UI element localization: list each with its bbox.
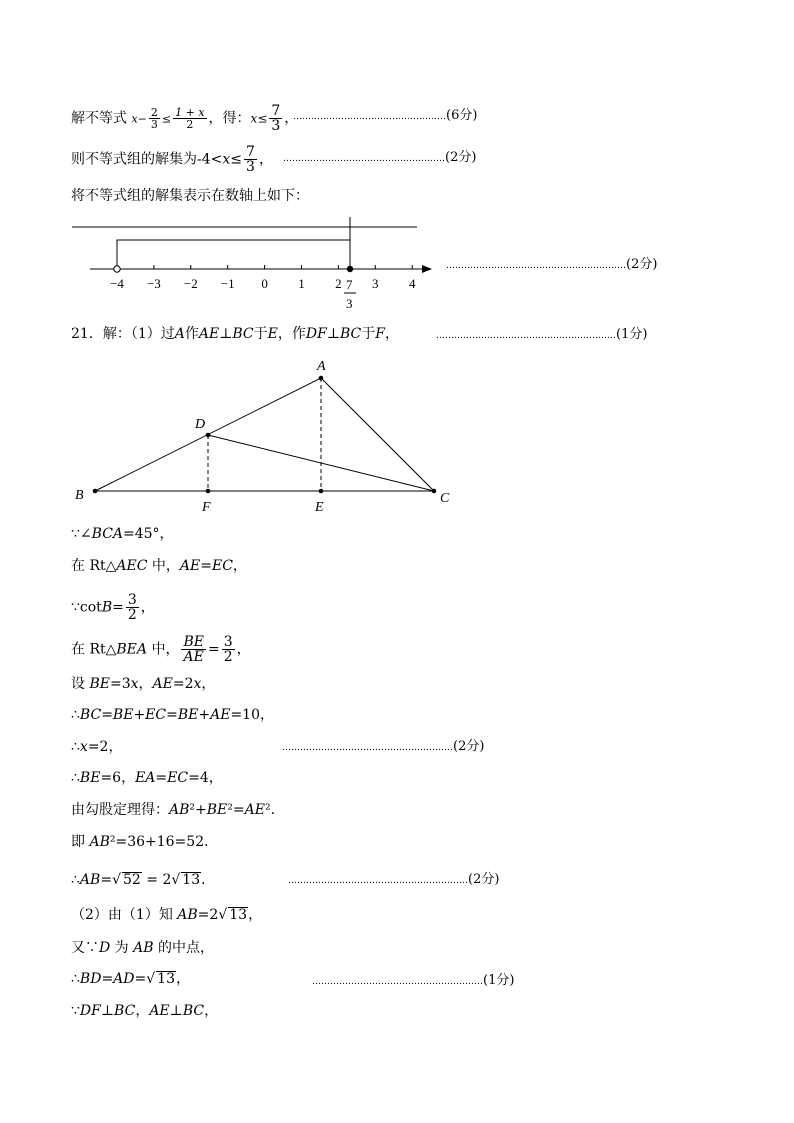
var: E [267,326,278,342]
score: (6分) [446,108,478,123]
text: ，作 [277,326,306,342]
text: 则不等式组的解集为-4< [71,151,223,168]
var: A [174,326,185,342]
dots: ………………………………………………… [282,743,453,753]
fraction [244,145,257,174]
text: 于 [361,326,376,342]
triangle-figure [70,350,470,520]
text: ， [284,110,299,127]
var: F [375,326,385,342]
var: AE [198,326,220,342]
tick-label: 4 [408,276,416,291]
fraction: $\frac{BE}{AE}$ [183,634,204,665]
step-13: 又∵D 为 AB 的中点， [71,940,214,956]
step-11: ∴AB=√ 52 = 2√ 13． [71,872,216,888]
tick-label: 3 [372,276,379,291]
text: ， [258,151,273,168]
closed-point [347,266,353,272]
num: 7 [271,103,281,119]
dots: …………………………………………………… [288,876,468,886]
fraction: $\frac{3}{2}$ [127,592,137,623]
step-2: 在 Rt△AEC 中，AE=EC， [71,558,247,574]
dots: …………………………………………… [293,112,446,122]
var: BC [232,326,254,342]
solution-set-line [71,145,273,174]
step-6: ∴BC=BE+EC=BE+AE=10， [71,707,274,723]
minus: − [137,112,147,126]
score: (1分) [483,973,515,988]
step-5: 设 BE=3x，AE=2x， [71,676,216,692]
step-1: ∵∠BCA=45°， [71,526,174,542]
step-4: 在 Rt△BEA 中， $\frac{BE}{AE}$ = $\frac{3}{2}$ ， [71,634,251,665]
tick-label: −2 [183,276,198,291]
le: ≤ [257,111,268,126]
dots: ………………………………………………… [312,977,483,987]
var: x [131,112,138,126]
label-b: B [75,488,84,503]
step-7: ∴x=2， [71,739,123,755]
var: x [222,151,231,168]
num: 7 [246,144,255,160]
point-a [319,376,324,381]
text: ，得： [208,110,251,127]
score: (1分) [616,327,648,342]
text: 作 [184,326,199,342]
number-line-figure [60,210,440,315]
dots: ……………………………………………… [283,154,445,164]
text: 于 [253,326,268,342]
score: (2分) [453,739,485,754]
num: 1 + x [175,106,205,119]
perp: ⊥ [219,326,233,342]
q21-line [71,324,399,344]
score-leader [293,106,477,127]
fraction [269,104,282,133]
score-leader [282,737,484,758]
score: (2分) [626,257,658,272]
label-f: F [202,500,211,515]
var: BC [340,326,362,342]
perp: ⊥ [326,326,340,342]
tick-label: −3 [146,276,161,291]
step-10: 即 AB²=36+16=52． [71,834,219,850]
fraction [173,107,206,130]
var: x [250,111,258,126]
arrow-icon [422,265,432,273]
inequality-solution-line [71,104,298,133]
left-bracket [117,240,350,269]
number-line-intro: 将不等式组的解集表示在数轴上如下： [71,188,309,204]
le: ≤ [161,112,172,126]
step-9: 由勾股定理得：AB²+BE²=AE². [71,802,276,818]
text: ， [384,326,399,342]
score-leader [312,971,514,992]
tick-label: 2 [335,276,342,291]
step-8: ∴BE=6，EA=EC=4， [71,770,223,786]
label-d: D [195,417,206,432]
point-f [206,489,211,494]
label-c: C [440,491,450,506]
dots: …………………………………………………… [446,261,626,271]
score-leader [288,870,499,891]
tick-label: −4 [110,276,124,291]
var: DF [305,326,327,342]
den: 3 [246,159,255,175]
point-d [206,433,211,438]
label-a: A [317,359,326,374]
score: (2分) [445,150,477,165]
frac-den: 3 [346,296,353,311]
den: 3 [271,118,281,134]
point-e [319,489,324,494]
frac-num: 7 [346,277,353,292]
segment-ac [321,378,434,491]
step-12: （2）由（1）知 AB=2√ 13， [71,907,263,923]
dots: …………………………………………………… [436,331,616,341]
den: 3 [150,118,158,131]
score-leader [436,325,647,346]
label-e: E [315,500,324,515]
le: ≤ [230,151,243,168]
open-point [114,266,120,272]
point-c [432,489,437,494]
fraction [149,107,160,130]
score: (2分) [468,872,500,887]
text: 21．解：（1）过 [71,326,175,342]
fraction: $\frac{3}{2}$ [223,634,233,665]
tick-label: 0 [261,276,268,291]
step-3: ∵cotB= $\frac{3}{2}$ ， [71,592,155,623]
score-leader [283,148,476,169]
text: 解不等式 [71,110,127,127]
tick-label: 1 [298,276,305,291]
tick-label: −1 [220,276,235,291]
step-14: ∴BD=AD=√ 13， [71,971,190,987]
num: 2 [150,106,158,119]
point-b [93,489,98,494]
score-leader [446,255,657,276]
den: 2 [186,118,194,131]
step-15: ∵DF⊥BC，AE⊥BC， [71,1003,219,1019]
